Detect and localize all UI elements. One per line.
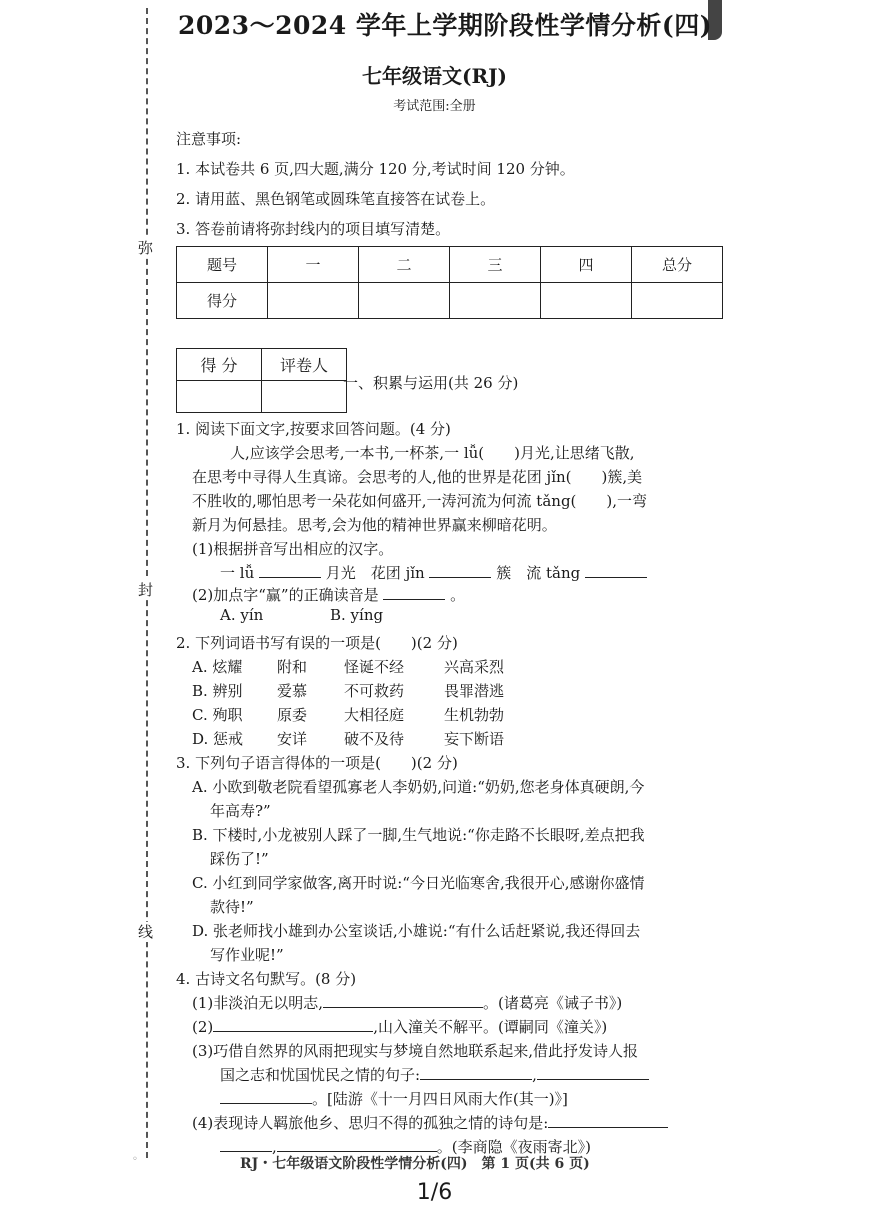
score-cell-total[interactable] <box>632 283 723 319</box>
q4-s4-text: (4)表现诗人羁旅他乡、思归不得的孤独之情的诗句是: <box>192 1114 549 1132</box>
score-table <box>176 246 723 319</box>
q3-line: A. 小欧到敬老院看望孤寡老人李奶奶,问道:“奶奶,您老身体真硬朗,今 <box>192 778 645 796</box>
answer-blank[interactable] <box>548 1113 668 1128</box>
notes-heading: 注意事项: <box>176 130 242 148</box>
binding-mark-xian: 线 <box>138 923 154 941</box>
q2-option-word: D. 惩戒 <box>192 730 244 748</box>
binding-mark-mi: 弥 <box>138 239 154 257</box>
answer-blank[interactable] <box>259 563 321 578</box>
q3-line: D. 张老师找小雄到办公室谈话,小雄说:“有什么话赶紧说,我还得回去 <box>192 922 641 940</box>
score-cell-1[interactable] <box>268 283 359 319</box>
q2-option-word: 原委 <box>277 706 308 724</box>
score-header-cell: 四 <box>541 247 632 283</box>
note-item: 2. 请用蓝、黑色钢笔或圆珠笔直接答在试卷上。 <box>176 190 496 208</box>
answer-blank[interactable] <box>213 1017 373 1032</box>
score-header-cell: 二 <box>359 247 450 283</box>
q1-sub2-end: 。 <box>450 586 466 604</box>
section1-grader-table <box>176 348 347 413</box>
score-header-cell: 总分 <box>632 247 723 283</box>
q1-sub1: (1)根据拼音写出相应的汉字。 <box>192 540 394 558</box>
score-cell-2[interactable] <box>359 283 450 319</box>
answer-blank[interactable] <box>383 585 445 600</box>
q2-option-word: 兴高采烈 <box>444 658 505 676</box>
grader-name-header: 评卷人 <box>262 349 347 381</box>
q2-option-word: 安详 <box>277 730 308 748</box>
q2-option-word: 生机勃勃 <box>444 706 505 724</box>
q2-option-word: B. 辨别 <box>192 682 243 700</box>
q4-s3-source: 。[陆游《十一月四日风雨大作(其一)》] <box>312 1090 568 1108</box>
grader-name-cell[interactable] <box>262 381 347 413</box>
q1-sub1-part: 一 lǚ <box>220 564 255 582</box>
q4-s1-pre: (1)非淡泊无以明志, <box>192 994 324 1012</box>
q2-option-word: 爱慕 <box>277 682 308 700</box>
q4-s3-line1: (3)巧借自然界的风雨把现实与梦境自然地联系起来,借此抒发诗人报 <box>192 1042 639 1060</box>
page-footer: RJ・七年级语文阶段性学情分析(四) 第 1 页(共 6 页) <box>240 1156 590 1172</box>
q3-line: B. 下楼时,小龙被别人踩了一脚,生气地说:“你走路不长眼呀,差点把我 <box>192 826 645 844</box>
answer-blank[interactable] <box>420 1065 532 1080</box>
q1-sub2 <box>192 584 465 605</box>
q2-option-word: 畏罪潜逃 <box>444 682 505 700</box>
score-header-cell: 题号 <box>177 247 268 283</box>
q2-option-word: 破不及待 <box>344 730 405 748</box>
answer-blank[interactable] <box>220 1137 272 1152</box>
q3-line: 写作业呢!” <box>210 946 284 964</box>
q3-line: 年高寿?” <box>210 802 271 820</box>
scan-artifact: ◦ <box>132 1154 138 1165</box>
q4-s2 <box>192 1016 607 1037</box>
q2-option-word: 大相径庭 <box>344 706 405 724</box>
q4-s2-post: ,山入潼关不解平。(谭嗣同《潼关》) <box>373 1018 608 1036</box>
q1-sub1-part: 簇 流 tǎng <box>496 564 581 582</box>
q4-s4-source: 。(李商隐《夜雨寄北》) <box>436 1138 591 1156</box>
q4-s4-sep: , <box>272 1138 277 1156</box>
score-header-cell: 一 <box>268 247 359 283</box>
exam-title: 2023～2024 学年上学期阶段性学情分析(四) <box>178 11 713 40</box>
q4-s3-line3 <box>220 1088 568 1109</box>
answer-blank[interactable] <box>537 1065 649 1080</box>
q1-sub2-text: (2)加点字“赢”的正确读音是 <box>192 586 379 604</box>
answer-blank[interactable] <box>429 563 491 578</box>
q2-option-word: 怪诞不经 <box>344 658 405 676</box>
q4-stem: 4. 古诗文名句默写。(8 分) <box>176 970 357 988</box>
q4-s3-line2 <box>220 1064 649 1085</box>
q1-passage-line: 不胜收的,哪怕思考一朵花如何盛开,一涛河流为何流 tǎng( ),一弯 <box>192 492 648 510</box>
answer-blank[interactable] <box>277 1137 437 1152</box>
grader-score-cell[interactable] <box>177 381 262 413</box>
q1-sub1-answers <box>220 562 647 583</box>
score-table-header-row <box>177 247 723 283</box>
q4-s1 <box>192 992 622 1013</box>
q2-option-word: 附和 <box>277 658 308 676</box>
q4-s3-text: 国之志和忧国忧民之情的句子: <box>220 1066 421 1084</box>
q3-stem: 3. 下列句子语言得体的一项是( )(2 分) <box>176 754 458 772</box>
q2-option-word: C. 殉职 <box>192 706 243 724</box>
score-table-score-row <box>177 283 723 319</box>
q1-passage-line: 在思考中寻得人生真谛。会思考的人,他的世界是花团 jǐn( )簇,美 <box>192 468 643 486</box>
score-cell-3[interactable] <box>450 283 541 319</box>
q3-line: 款待!” <box>210 898 254 916</box>
binding-mark-feng: 封 <box>138 581 154 599</box>
q1-stem: 1. 阅读下面文字,按要求回答问题。(4 分) <box>176 420 451 438</box>
q3-line: C. 小红到同学家做客,离开时说:“今日光临寒舍,我很开心,感谢你盛情 <box>192 874 645 892</box>
q4-s3-sep: , <box>532 1066 537 1084</box>
q3-line: 踩伤了!” <box>210 850 269 868</box>
q2-option-word: A. 炫耀 <box>192 658 243 676</box>
q1-sub1-part: 月光 花团 jǐn <box>325 564 425 582</box>
section1-title: 一、积累与运用(共 26 分) <box>343 374 519 392</box>
q4-s4-line1 <box>192 1112 668 1133</box>
q4-s1-post: 。(诸葛亮《诫子书》) <box>483 994 623 1012</box>
answer-blank[interactable] <box>220 1089 312 1104</box>
score-header-cell: 三 <box>450 247 541 283</box>
note-item: 1. 本试卷共 6 页,四大题,满分 120 分,考试时间 120 分钟。 <box>176 160 575 178</box>
score-cell-4[interactable] <box>541 283 632 319</box>
q1-option-a: A. yín <box>220 606 264 624</box>
exam-subject: 七年级语文(RJ) <box>361 64 507 88</box>
answer-blank[interactable] <box>585 563 647 578</box>
q4-s2-pre: (2) <box>192 1018 214 1036</box>
q1-passage-line: 新月为何悬挂。思考,会为他的精神世界赢来柳暗花明。 <box>192 516 557 534</box>
score-row-label: 得分 <box>177 283 268 319</box>
page-indicator: 1/6 <box>416 1180 453 1205</box>
q1-option-b: B. yíng <box>330 606 384 624</box>
q2-option-word: 妄下断语 <box>444 730 505 748</box>
note-item: 3. 答卷前请将弥封线内的项目填写清楚。 <box>176 220 451 238</box>
exam-scope: 考试范围:全册 <box>393 99 476 114</box>
q2-option-word: 不可救药 <box>344 682 405 700</box>
grader-score-header: 得 分 <box>177 349 262 381</box>
q2-stem: 2. 下列词语书写有误的一项是( )(2 分) <box>176 634 458 652</box>
answer-blank[interactable] <box>323 993 483 1008</box>
q1-passage-line: 人,应该学会思考,一本书,一杯茶,一 lǚ( )月光,让思绪飞散, <box>230 444 635 462</box>
